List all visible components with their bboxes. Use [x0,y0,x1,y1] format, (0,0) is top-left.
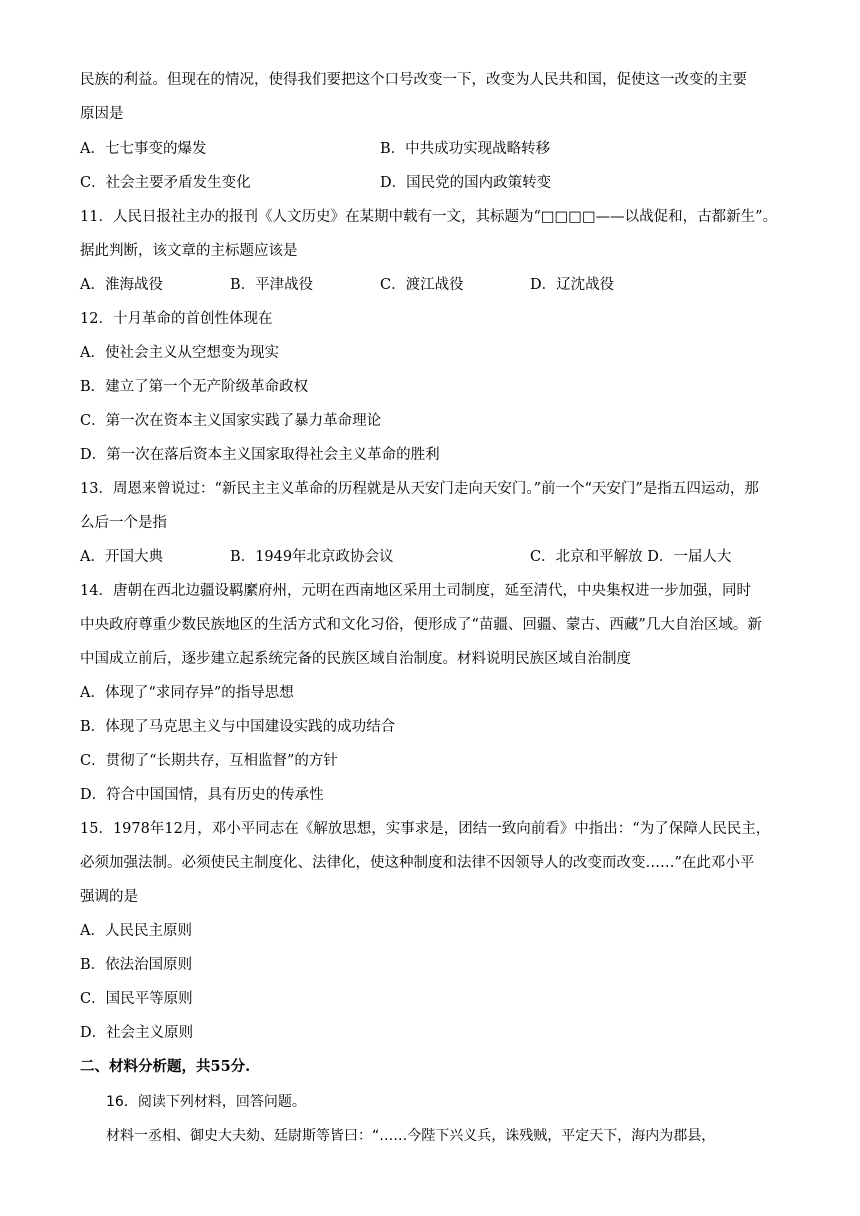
q10-option-a: A．七七事变的爆发 [80,141,207,157]
q11-stem-line2: 据此判断，该文章的主标题应该是 [80,243,298,259]
q13-option-a: A．开国大典 [80,549,163,565]
q14-option-a: A．体现了“求同存异”的指导思想 [80,685,294,701]
q12-option-d: D．第一次在落后资本主义国家取得社会主义革命的胜利 [80,447,440,463]
q14-option-d: D．符合中国国情，具有历史的传承性 [80,787,324,803]
q11-option-a: A．淮海战役 [80,277,163,293]
q13-option-cd: C．北京和平解放 D．一届人大 [530,549,732,565]
q12-option-a: A．使社会主义从空想变为现实 [80,345,279,361]
q14-option-b: B．体现了马克思主义与中国建设实践的成功结合 [80,719,396,735]
q16-material1: 材料一丞相、御史大夫劾、廷尉斯等皆曰：“……今陛下兴义兵，诛残贼，平定天下，海内为郡县， [106,1128,716,1144]
q13-option-b: B．1949年北京政协会议 [230,549,394,565]
q15-stem-line2: 必须加强法制。必须使民主制度化、法律化，使这种制度和法律不因领导人的改变而改变……”在此邓小平 [80,855,755,871]
q15-option-a: A．人民民主原则 [80,923,192,939]
q12-stem: 12．十月革命的首创性体现在 [80,311,273,327]
q14-stem-line1: 14．唐朝在西北边疆设羁縻府州，元明在西南地区采用土司制度，延至清代，中央集权进一步加强，同时 [80,583,751,599]
q15-option-c: C．国民平等原则 [80,991,193,1007]
q10-option-d: D．国民党的国内政策转变 [380,175,552,191]
q10-stem-line1: 民族的利益。但现在的情况，使得我们要把这个口号改变一下，改变为人民共和国，促使这一改变的主要 [80,72,747,88]
q13-stem-line1: 13．周恩来曾说过：“新民主主义革命的历程就是从天安门走向天安门。”前一个“天安门”是指五四运动，那 [80,481,759,497]
q15-stem-line1: 15．1978年12月，邓小平同志在《解放思想，实事求是，团结一致向前看》中指出：“为了保障人民民主， [80,821,771,837]
q15-option-d: D．社会主义原则 [80,1025,194,1041]
q16-stem: 16．阅读下列材料，回答问题。 [106,1094,306,1110]
q13-stem-line2: 么后一个是指 [80,515,167,531]
q11-option-c: C．渡江战役 [380,277,464,293]
q14-option-c: C．贯彻了“长期共存，互相监督”的方针 [80,753,338,769]
q14-stem-line3: 中国成立前后，逐步建立起系统完备的民族区域自治制度。材料说明民族区域自治制度 [80,651,631,667]
q15-stem-line3: 强调的是 [80,889,138,905]
q11-option-b: B．平津战役 [230,277,314,293]
q10-option-c: C．社会主要矛盾发生变化 [80,175,251,191]
section-heading-material-analysis: 二、材料分析题，共55分. [80,1058,251,1075]
q10-stem-line2: 原因是 [80,106,124,122]
q11-stem-line1: 11．人民日报社主办的报刊《人文历史》在某期中载有一文，其标题为“□□□□——以战促和，古都新生”。 [80,209,778,225]
q12-option-b: B．建立了第一个无产阶级革命政权 [80,379,309,395]
q14-stem-line2: 中央政府尊重少数民族地区的生活方式和文化习俗，便形成了“苗疆、回疆、蒙古、西藏”几大自治区域。新 [80,617,762,633]
q11-option-d: D．辽沈战役 [530,277,615,293]
q10-option-b: B．中共成功实现战略转移 [380,141,551,157]
q12-option-c: C．第一次在资本主义国家实践了暴力革命理论 [80,413,382,429]
q15-option-b: B．依法治国原则 [80,957,193,973]
